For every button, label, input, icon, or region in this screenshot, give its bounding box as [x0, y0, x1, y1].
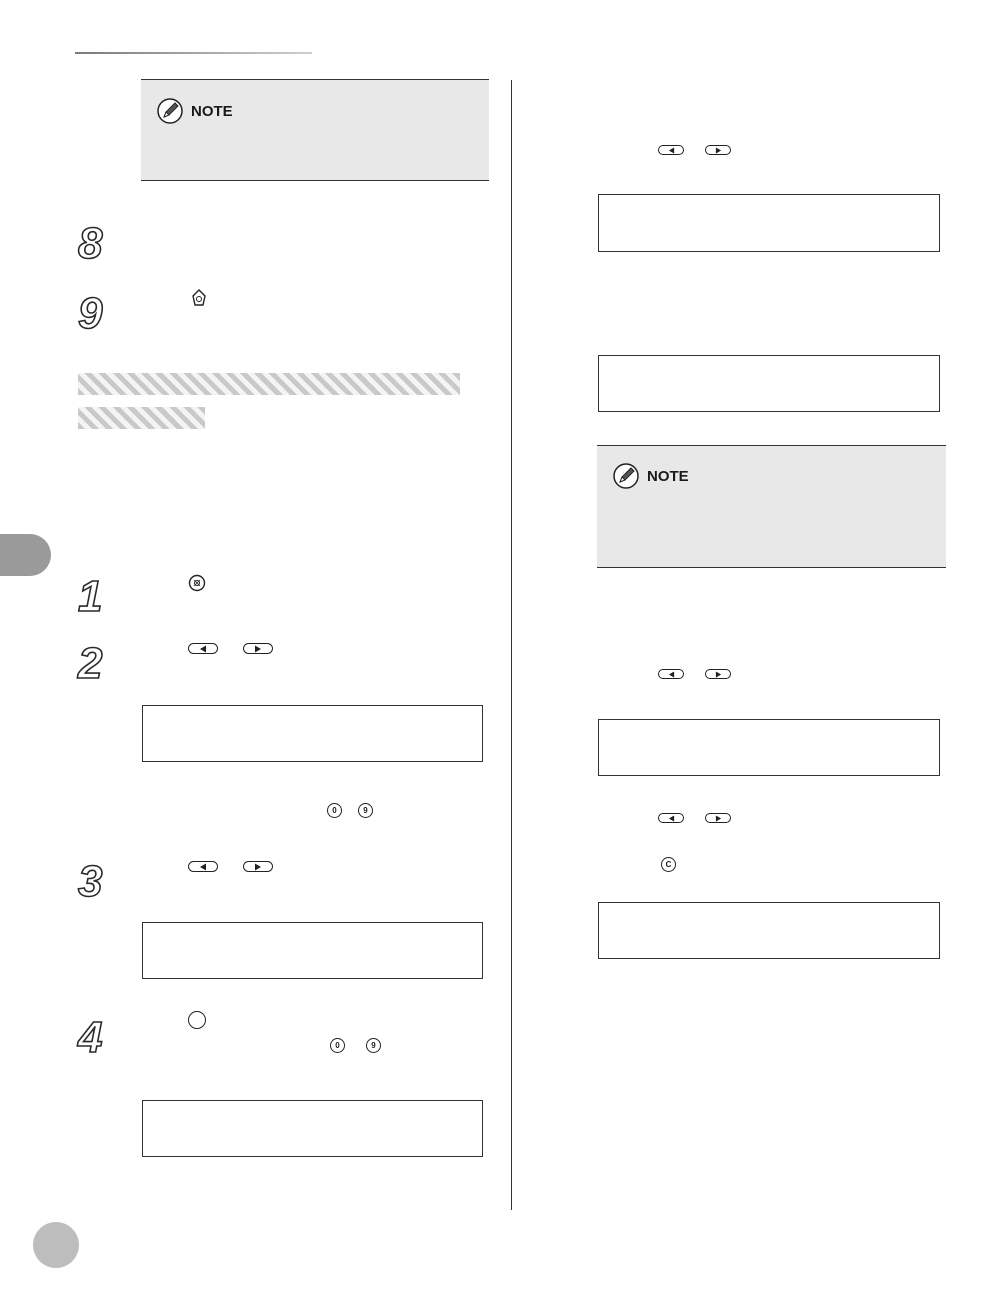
note-box-left: [141, 79, 489, 181]
note-header: [157, 98, 233, 124]
lcd-display: [142, 1100, 483, 1157]
digit-key-0: 0: [327, 803, 342, 818]
clear-key-icon: C: [661, 857, 676, 872]
step-number-3: 3: [78, 857, 103, 906]
right-arrow-key-icon: [243, 643, 273, 654]
right-arrow-key-icon: [705, 669, 731, 679]
digit-key-0: 0: [330, 1038, 345, 1053]
left-arrow-key-icon: [188, 643, 218, 654]
lcd-display: [142, 705, 483, 762]
left-arrow-key-icon: [658, 813, 684, 823]
note-header: [613, 463, 689, 489]
step-number-4: 4: [78, 1013, 103, 1062]
right-arrow-key-icon: [705, 813, 731, 823]
digit-key-9: 9: [358, 803, 373, 818]
digit-key-9: 9: [366, 1038, 381, 1053]
header-rule: [75, 52, 312, 54]
lcd-display: [142, 922, 483, 979]
note-label: NOTE: [191, 102, 233, 120]
step-number-9: 9: [78, 289, 103, 338]
pencil-icon: [157, 98, 185, 124]
chapter-tab: [0, 534, 51, 576]
step-number-1: 1: [78, 572, 103, 621]
left-arrow-key-icon: [658, 145, 684, 155]
section-title-line-2: [78, 407, 205, 429]
step-number-2: 2: [78, 639, 103, 688]
lcd-display: [598, 719, 940, 776]
note-box-right: [597, 445, 946, 568]
section-title-line-1: [78, 373, 460, 395]
lcd-display: [598, 194, 940, 252]
lcd-display: [598, 902, 940, 959]
left-arrow-key-icon: [658, 669, 684, 679]
step-number-8: 8: [78, 219, 103, 268]
start-key-icon: [189, 288, 209, 313]
blank-key-icon: [188, 1011, 206, 1029]
menu-key-icon: [188, 574, 206, 597]
right-arrow-key-icon: [705, 145, 731, 155]
right-arrow-key-icon: [243, 861, 273, 872]
lcd-display: [598, 355, 940, 412]
note-label: NOTE: [647, 467, 689, 485]
page-number-circle: [33, 1222, 79, 1268]
column-divider: [511, 80, 512, 1210]
pencil-icon: [613, 463, 641, 489]
left-arrow-key-icon: [188, 861, 218, 872]
